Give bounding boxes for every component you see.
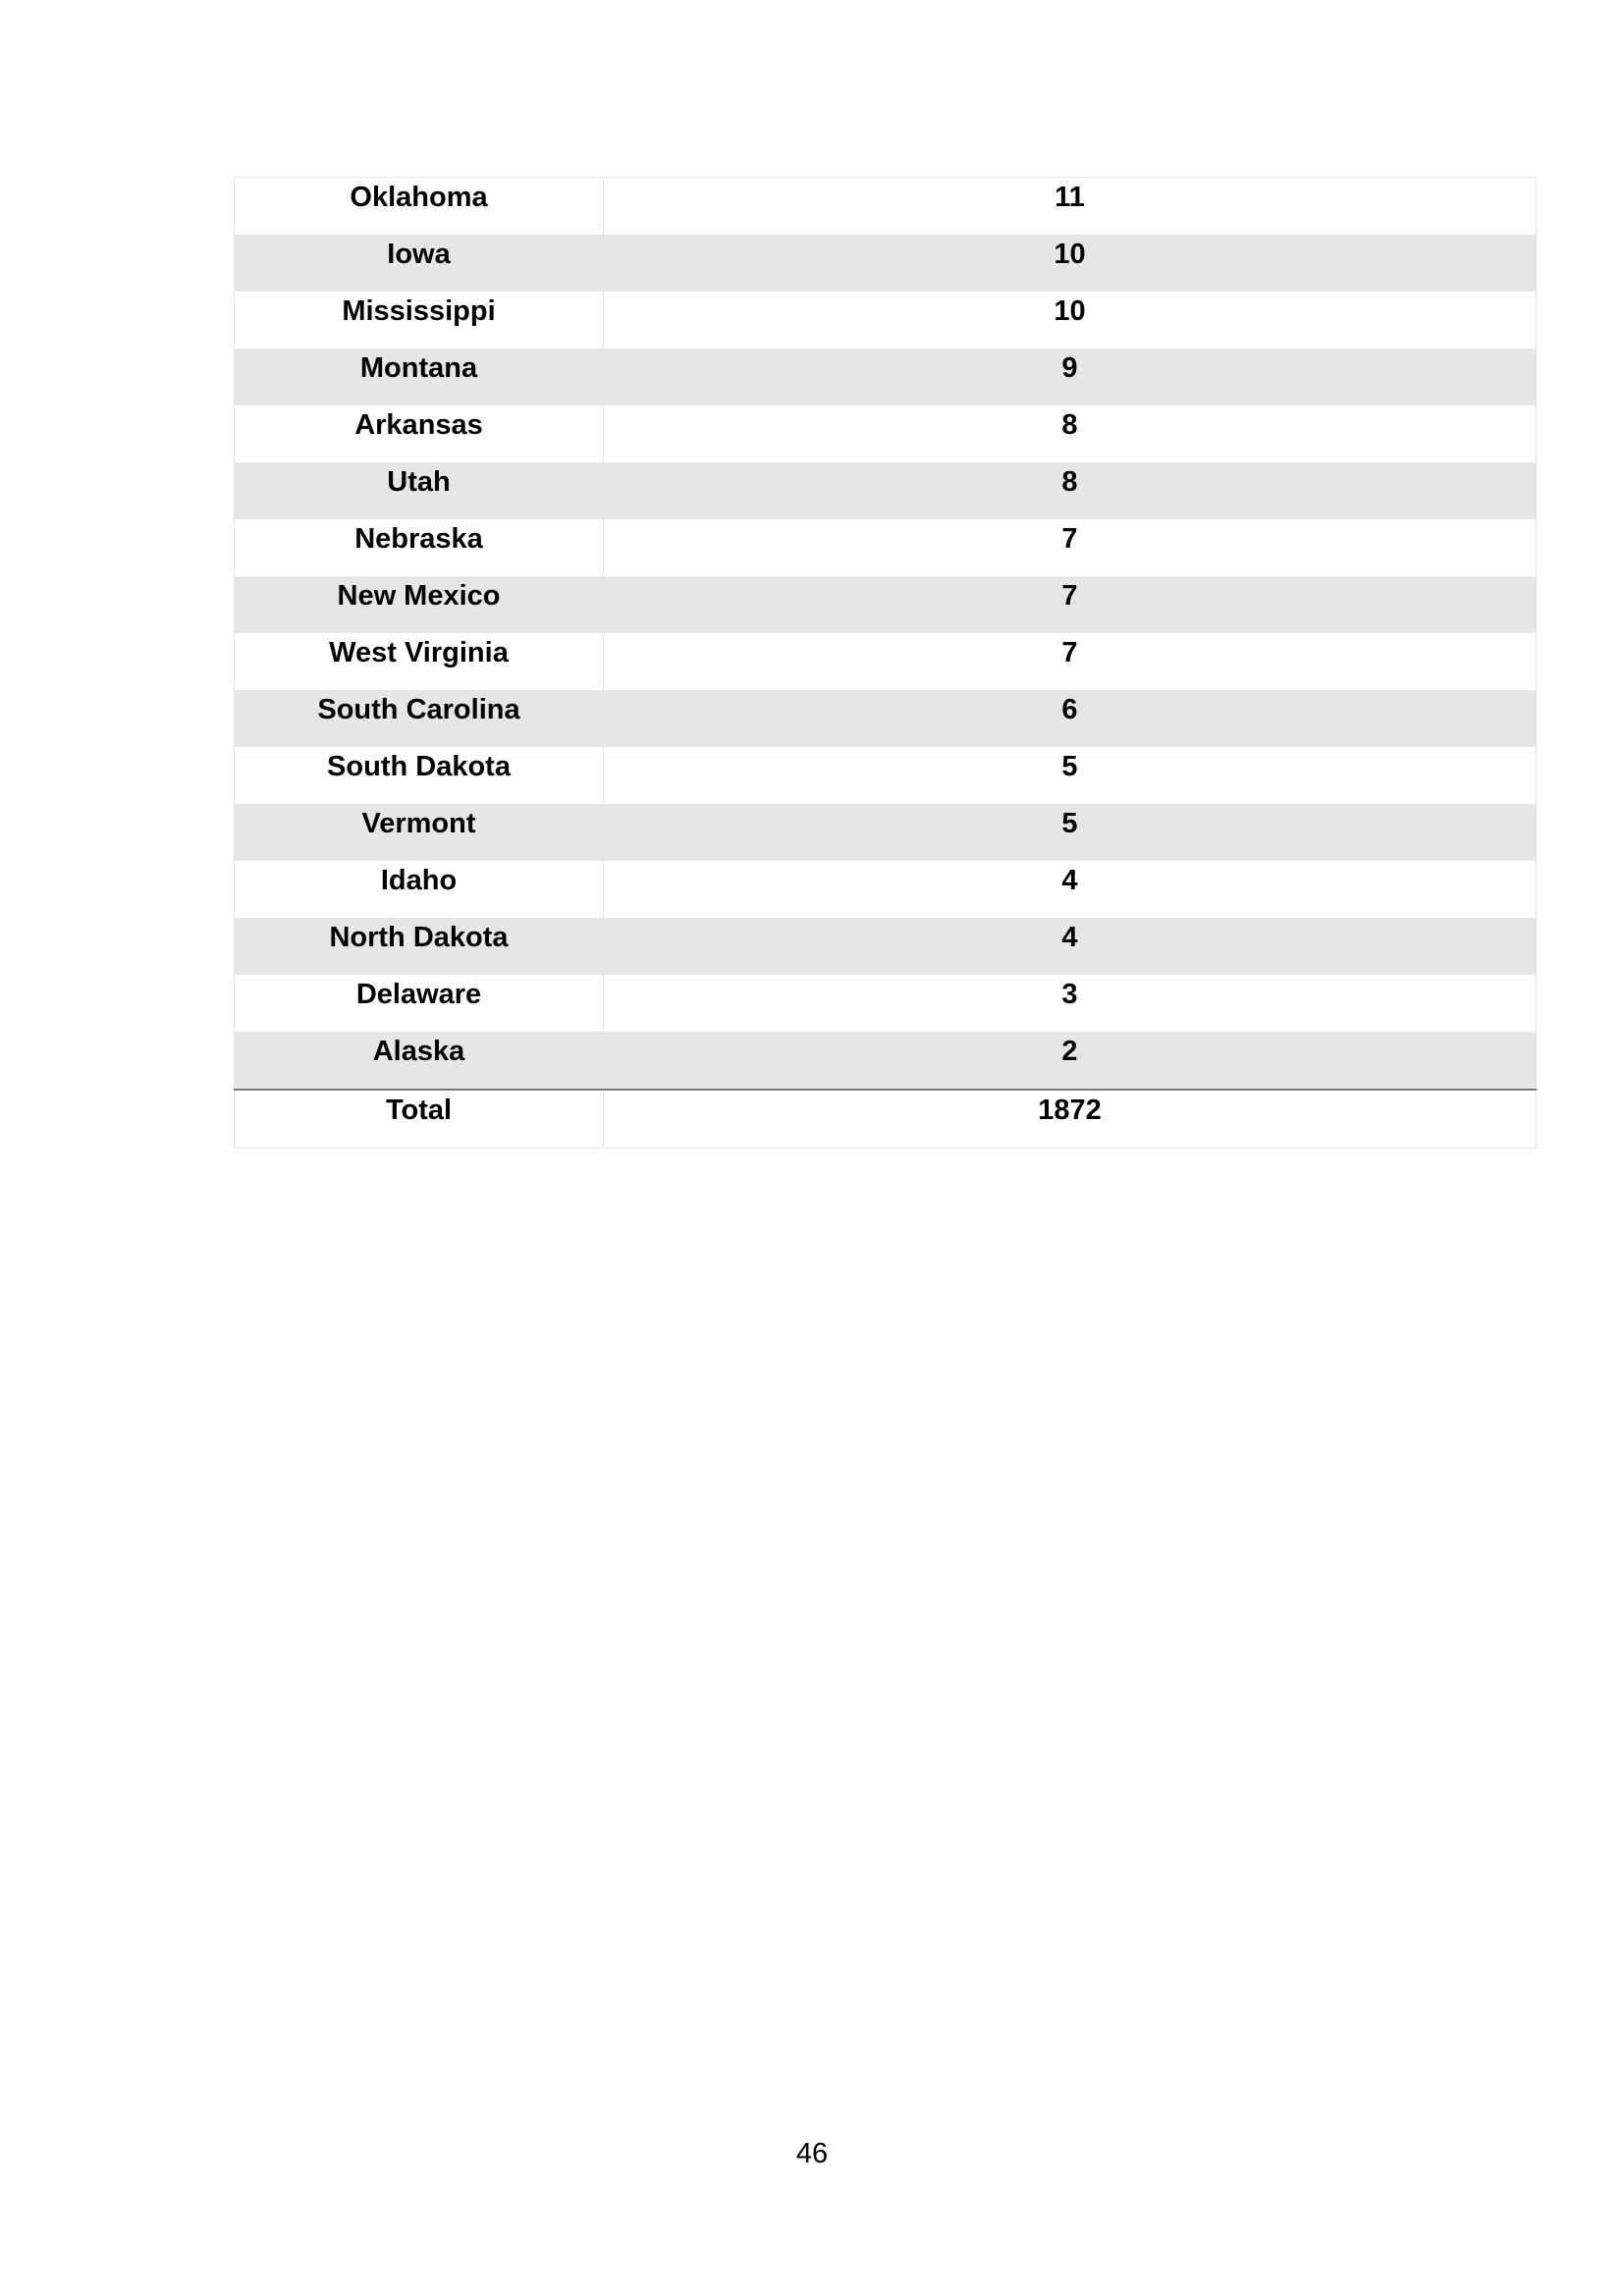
page-number: 46 — [795, 2138, 829, 2169]
table-row — [235, 690, 1537, 747]
count-cell: 5 — [604, 804, 1537, 861]
count-cell: 9 — [604, 348, 1537, 405]
state-cell: South Carolina — [235, 690, 604, 747]
table-row — [235, 292, 1537, 348]
count-cell: 2 — [604, 1032, 1537, 1090]
count-cell: 6 — [604, 690, 1537, 747]
table-row — [235, 405, 1537, 462]
state-cell: West Virginia — [235, 633, 604, 690]
total-row — [235, 1090, 1537, 1148]
state-cell: Iowa — [235, 235, 604, 292]
state-cell: Mississippi — [235, 292, 604, 348]
table-row — [235, 975, 1537, 1032]
state-cell: Delaware — [235, 975, 604, 1032]
table-row — [235, 576, 1537, 633]
count-cell: 7 — [604, 576, 1537, 633]
count-cell: 7 — [604, 519, 1537, 576]
table-row — [235, 235, 1537, 292]
table-row — [235, 918, 1537, 975]
table-row — [235, 1032, 1537, 1090]
state-count-table — [234, 177, 1537, 1148]
state-cell: Utah — [235, 462, 604, 519]
table-row — [235, 178, 1537, 236]
count-cell: 5 — [604, 747, 1537, 804]
state-cell: Oklahoma — [235, 178, 604, 236]
state-cell: Alaska — [235, 1032, 604, 1090]
state-cell: Arkansas — [235, 405, 604, 462]
count-cell: 3 — [604, 975, 1537, 1032]
table-row — [235, 348, 1537, 405]
count-cell: 8 — [604, 462, 1537, 519]
count-cell: 8 — [604, 405, 1537, 462]
count-cell: 4 — [604, 861, 1537, 918]
state-cell: North Dakota — [235, 918, 604, 975]
table-row — [235, 462, 1537, 519]
total-count: 1872 — [604, 1090, 1537, 1148]
state-cell: Montana — [235, 348, 604, 405]
state-cell: New Mexico — [235, 576, 604, 633]
count-cell: 11 — [604, 178, 1537, 236]
count-cell: 4 — [604, 918, 1537, 975]
total-label: Total — [235, 1090, 604, 1148]
state-cell: Nebraska — [235, 519, 604, 576]
state-cell: Vermont — [235, 804, 604, 861]
count-cell: 7 — [604, 633, 1537, 690]
table-row — [235, 804, 1537, 861]
state-cell: Idaho — [235, 861, 604, 918]
count-cell: 10 — [604, 292, 1537, 348]
count-cell: 10 — [604, 235, 1537, 292]
table-row — [235, 861, 1537, 918]
table-row — [235, 633, 1537, 690]
table-row — [235, 747, 1537, 804]
table-row — [235, 519, 1537, 576]
state-cell: South Dakota — [235, 747, 604, 804]
